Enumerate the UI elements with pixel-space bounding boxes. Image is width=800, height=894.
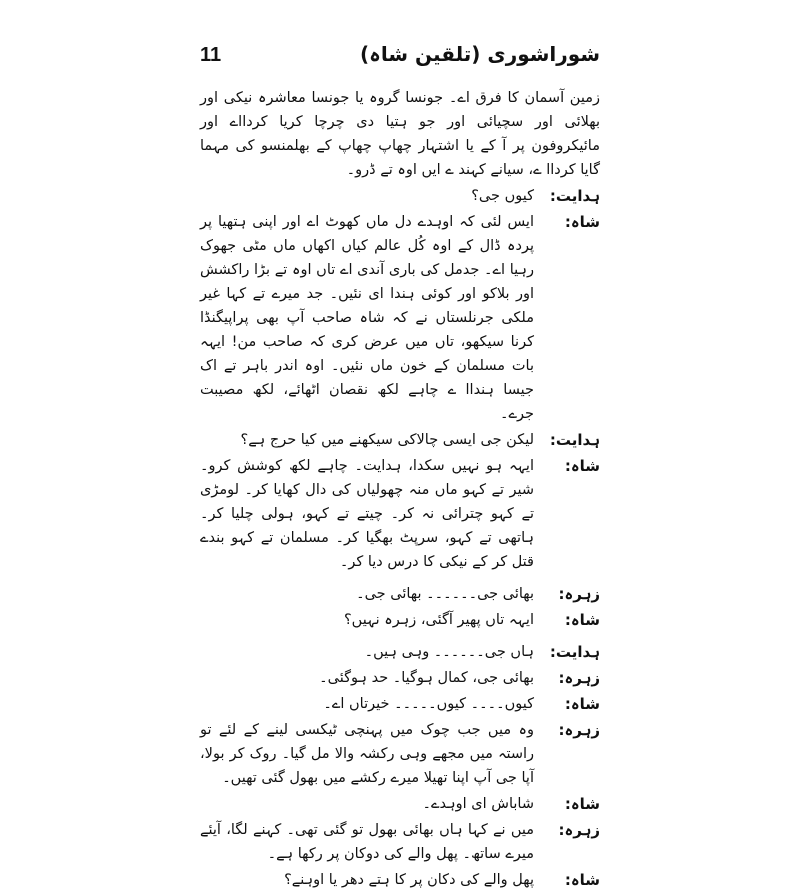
book-title: شوراشوری (تلقین شاہ) <box>360 42 600 66</box>
speaker-name: ہدایت: <box>549 643 600 661</box>
dialogue-text: ایہہ تاں پھیر آگئی، زہرہ نہیں؟ <box>343 612 534 628</box>
page-header <box>200 42 600 76</box>
dialogue-text: لیکن جی ایسی چالاکی سیکھنے میں کیا حرج ہے؟ <box>240 432 534 448</box>
dialogue-text: کیوں۔۔۔۔ کیوں۔۔۔۔۔ خیرتاں اے۔ <box>323 696 534 712</box>
speaker-name: شاہ: <box>564 795 600 813</box>
dialogue-paragraph <box>200 818 600 866</box>
dialogue-text: میں نے کہا ہاں بھائی بھول تو گئی تھی۔ کہنے لگا، آیئے میرے ساتھ۔ پھل والے کی دوکان پر رکھا ہے۔ <box>200 822 534 862</box>
dialogue-paragraph <box>200 640 600 664</box>
dialogue-text: پھل والے کی دکان پر کا ہتے دھر یا اوہنے؟ <box>284 872 534 888</box>
dialogue-paragraph <box>200 868 600 892</box>
dialogue-paragraph <box>200 718 600 790</box>
dialogue-paragraph <box>200 210 600 426</box>
speaker-name: زہرہ: <box>558 721 600 739</box>
speaker-name: شاہ: <box>564 871 600 889</box>
dialogue-text: بھائی جی، کمال ہوگیا۔ حد ہوگئی۔ <box>319 670 534 686</box>
dialogue-text: ایس لئی کہ اوہدے دل ماں کھوٹ اے اور اپنی ہتھیا پر پردہ ڈال کے اوہ کُل عالم کیاں اکھاں ماں مٹی جھوک رہیا اے۔ جدمل کی باری آندی اے تاں اوہ تے بڑا راکشش اور بلاکو اور کوئی ہندا ای نئیں۔ جد میرے تے کہا غیر ملکی جرنلستاں نے کہ شاہ صاحب آپ بھی پراپیگنڈا کرنا سیکھو، تاں میں عرض کری کہ صاحب من! ایہہ بات مسلمان کے خون ماں نئیں۔ اوہ اندر باہر تے اک جیسا ہنداا ے چاہے لکھ نقصان اٹھائے، لکھ مصیبت جرے۔ <box>200 214 534 422</box>
speaker-name: شاہ: <box>564 695 600 713</box>
dialogue-paragraph <box>200 428 600 452</box>
speaker-name: شاہ: <box>564 213 600 231</box>
dialogue-text: کیوں جی؟ <box>471 188 534 204</box>
speaker-name: شاہ: <box>564 611 600 629</box>
dialogue-text: زمین آسمان کا فرق اے۔ جونسا گروہ یا جونسا معاشرہ نیکی اور بھلائی اور سچیائی اور جو ہتیا دی چرچا کریا کردااے اور مائیکروفون پر آ کے یا اشتہار چھاپ چھاپ کے بھلمنسو کی مہما گایا کرداا ے، سیانے کہند ے ایں اوہ تے ڈرو۔ <box>200 90 600 178</box>
speaker-name: زہرہ: <box>558 821 600 839</box>
speaker-name: زہرہ: <box>558 585 600 603</box>
speaker-name: شاہ: <box>564 457 600 475</box>
speaker-name: ہدایت: <box>549 187 600 205</box>
dialogue-paragraph <box>200 608 600 632</box>
dialogue-paragraph <box>200 692 600 716</box>
page-body <box>200 86 600 894</box>
dialogue-text: شاباش ای اوہدے۔ <box>422 796 534 812</box>
dialogue-paragraph <box>200 792 600 816</box>
dialogue-text: بھائی جی۔۔۔۔۔۔ بھائی جی۔ <box>356 586 534 602</box>
speaker-name: زہرہ: <box>558 669 600 687</box>
page-number: 11 <box>200 44 222 66</box>
dialogue-paragraph <box>200 666 600 690</box>
dialogue-paragraph <box>200 454 600 574</box>
dialogue-text: ایہہ ہو نہیں سکدا، ہدایت۔ چاہے لکھ کوشش کرو۔ شیر تے کہو ماں منہ چھولیاں کی دال کھایا کر۔ لومڑی تے کہو چترائی نہ کر۔ چیتے تے کہو، ہولی چلیا کر۔ ہاتھی تے کہو، سرپٹ بھگیا کر۔ مسلمان تے کہو بندے قتل کر کے نیکی کا درس دیا کر۔ <box>200 458 534 570</box>
dialogue-paragraph <box>200 86 600 182</box>
dialogue-text: ہاں جی۔۔۔۔۔۔ وہی ہیں۔ <box>364 644 534 660</box>
dialogue-paragraph <box>200 184 600 208</box>
speaker-name: ہدایت: <box>549 431 600 449</box>
dialogue-text: وہ میں جب چوک میں پہنچی ٹیکسی لینے کے لئے تو راستہ میں مجھے وہی رکشہ والا مل گیا۔ روک کر بولا، آپا جی آپ اپنا تھیلا میرے رکشے میں بھول گئی تھیں۔ <box>200 722 534 786</box>
dialogue-paragraph <box>200 582 600 606</box>
